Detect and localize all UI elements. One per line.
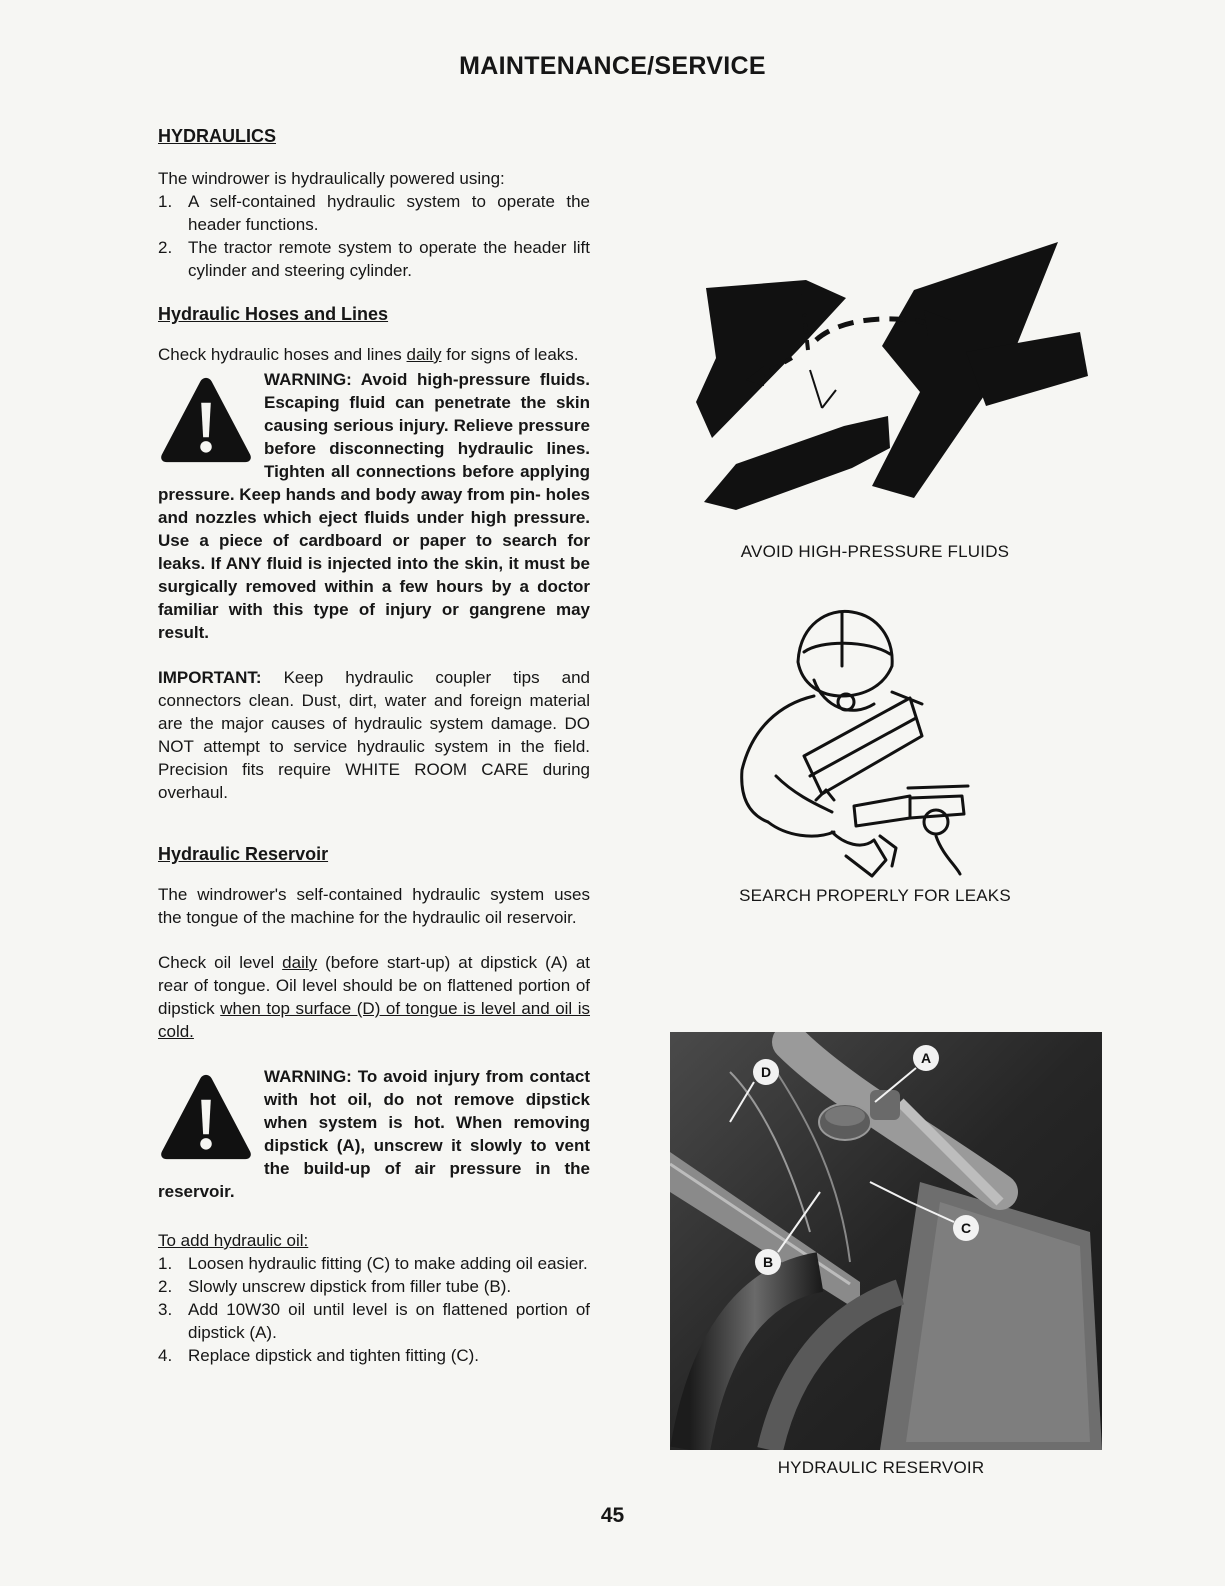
list-item: 3. Add 10W30 oil until level is on flattened portion of dipstick (A).	[158, 1300, 590, 1342]
reservoir-description: The windrower's self-contained hydraulic system uses the tongue of the machine for the hydraulic oil reservoir.	[158, 885, 590, 927]
hydraulic-reservoir-photo	[670, 1032, 1102, 1450]
hoses-check-text: Check hydraulic hoses and lines daily for signs of leaks.	[158, 345, 579, 364]
search-for-leaks-illustration	[724, 600, 994, 890]
label-a: A	[920, 1050, 932, 1066]
hoses-heading: Hydraulic Hoses and Lines	[158, 304, 389, 324]
reservoir-warning: WARNING: To avoid injury from contact with hot oil, do not remove dipstick when system is hot. When removing dipstick (A), unscrew it slowly to vent the build-up of air pressure in the reservoir.	[158, 1067, 590, 1201]
hydraulics-list	[158, 190, 590, 282]
page-title: MAINTENANCE/SERVICE	[459, 52, 766, 80]
label-b: B	[762, 1254, 774, 1270]
high-pressure-fluid-illustration	[676, 240, 1088, 510]
add-oil-heading: To add hydraulic oil:	[158, 1231, 309, 1250]
page-number: 45	[600, 1504, 625, 1527]
list-item: 2. The tractor remote system to operate the header lift cylinder and steering cylinder.	[158, 238, 590, 280]
leaks-caption: SEARCH PROPERLY FOR LEAKS	[739, 886, 1011, 905]
label-d: D	[760, 1064, 772, 1080]
reservoir-caption: HYDRAULIC RESERVOIR	[777, 1458, 985, 1477]
reservoir-heading: Hydraulic Reservoir	[158, 844, 329, 864]
warning-triangle-icon	[158, 374, 254, 466]
list-item: 2. Slowly unscrew dipstick from filler tube (B).	[158, 1277, 512, 1296]
hoses-warning: WARNING: Avoid high-pressure fluids. Escaping fluid can penetrate the skin causing serious injury. Relieve pressure before disconnecting hydraulic lines. Tighten all connections before applying pressure. Keep hands and body away from pin- holes and nozzles which eject fluids under high pressure. Use a piece of cardboard or paper to search for leaks. If ANY fluid is injected into the skin, it must be surgically removed within a few hours by a doctor familiar with this type of injury or gangrene may result.	[158, 370, 590, 642]
label-c: C	[960, 1220, 972, 1236]
list-item: 1. A self-contained hydraulic system to operate the header functions.	[158, 192, 590, 234]
list-item: 1. Loosen hydraulic fitting (C) to make adding oil easier.	[158, 1254, 588, 1273]
left-column	[158, 126, 590, 1367]
fluids-caption: AVOID HIGH-PRESSURE FLUIDS	[740, 542, 1010, 561]
hydraulics-intro: The windrower is hydraulically powered using:	[158, 169, 505, 188]
add-oil-steps	[158, 1252, 590, 1367]
hydraulics-heading: HYDRAULICS	[158, 126, 277, 146]
warning-triangle-icon	[158, 1071, 254, 1163]
important-note: IMPORTANT: Keep hydraulic coupler tips and connectors clean. Dust, dirt, water and foreign material are the major causes of hydraulic system damage. DO NOT attempt to service hydraulic system in the field. Precision fits require WHITE ROOM CARE during overhaul.	[158, 668, 590, 802]
list-item: 4. Replace dipstick and tighten fitting (C).	[158, 1346, 480, 1365]
reservoir-check-text: Check oil level daily (before start-up) at dipstick (A) at rear of tongue. Oil level should be on flattened portion of dipstick when top surface (D) of tongue is level and oil is cold.	[158, 953, 591, 1041]
